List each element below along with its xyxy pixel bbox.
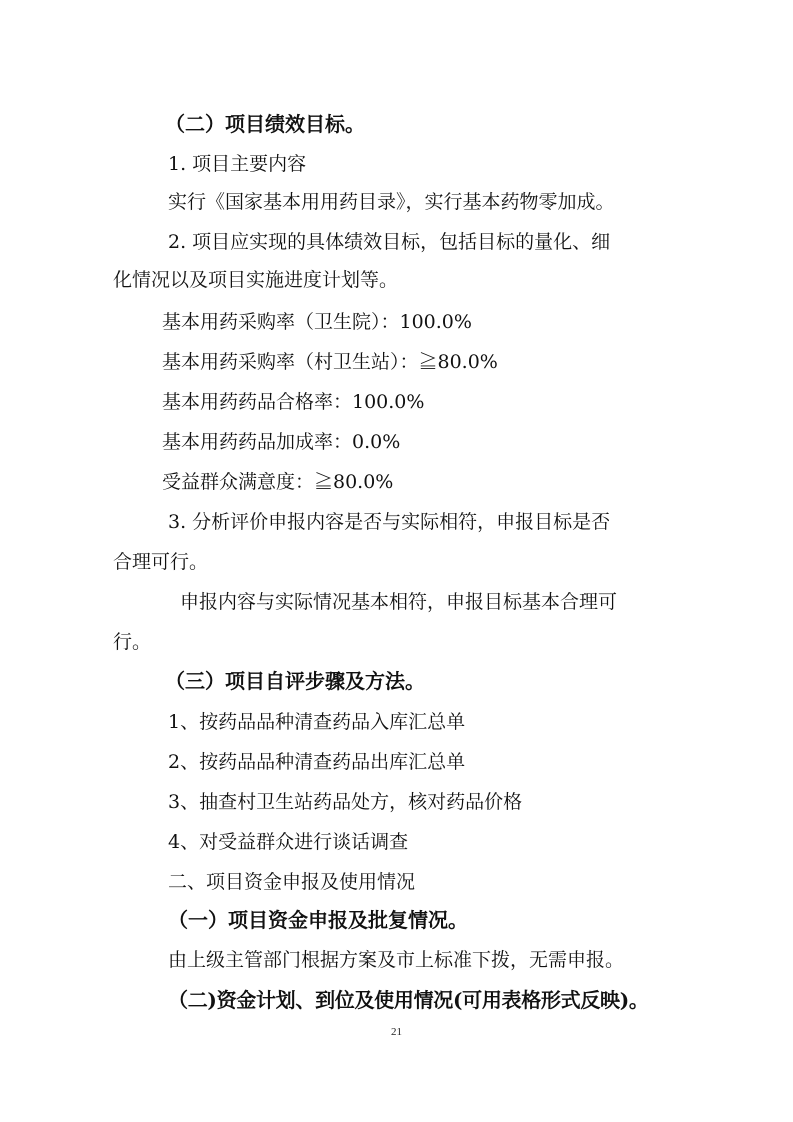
paragraph-analysis-continued: 行。 <box>113 631 152 653</box>
item-heading-analysis: 3. 分析评价申报内容是否与实际相符，申报目标是否 <box>168 511 611 533</box>
goal-indicator-line: 基本用药采购率（村卫生站）：≧80.0% <box>162 351 498 373</box>
paragraph-analysis: 申报内容与实际情况基本相符，申报目标基本合理可 <box>180 591 618 613</box>
paragraph-funding-approval: 由上级主管部门根据方案及市上标准下拨，无需申报。 <box>168 949 625 971</box>
step-list-item: 1、按药品品种清查药品入库汇总单 <box>168 711 466 733</box>
goal-indicator-line: 基本用药采购率（卫生院）：100.0% <box>162 311 472 333</box>
chapter-heading-funding: 二、项目资金申报及使用情况 <box>168 871 416 893</box>
step-list-item: 2、按药品品种清查药品出库汇总单 <box>168 751 466 773</box>
page-number: 21 <box>391 1026 402 1038</box>
goal-indicator-line: 基本用药药品加成率：0.0% <box>162 431 401 453</box>
item-heading-main-content: 1. 项目主要内容 <box>168 153 307 175</box>
goal-indicator-line: 受益群众满意度：≧80.0% <box>162 471 394 493</box>
step-list-item: 3、抽查村卫生站药品处方，核对药品价格 <box>168 791 523 813</box>
section-heading-performance-goals: （二）项目绩效目标。 <box>165 112 365 136</box>
step-list-item: 4、对受益群众进行谈话调查 <box>168 831 409 853</box>
paragraph-main-content: 实行《国家基本用用药目录》，实行基本药物零加成。 <box>168 191 615 213</box>
section-heading-self-evaluation: （三）项目自评步骤及方法。 <box>165 669 425 693</box>
item-heading-specific-goals: 2. 项目应实现的具体绩效目标，包括目标的量化、细 <box>168 231 611 253</box>
item-heading-specific-goals-continued: 化情况以及项目实施进度计划等。 <box>113 269 399 291</box>
item-heading-analysis-continued: 合理可行。 <box>113 551 209 573</box>
goal-indicator-line: 基本用药药品合格率：100.0% <box>162 391 425 413</box>
section-heading-funding-approval: （一）项目资金申报及批复情况。 <box>168 908 468 932</box>
section-heading-funding-plan: （二)资金计划、到位及使用情况(可用表格形式反映)。 <box>168 988 649 1012</box>
